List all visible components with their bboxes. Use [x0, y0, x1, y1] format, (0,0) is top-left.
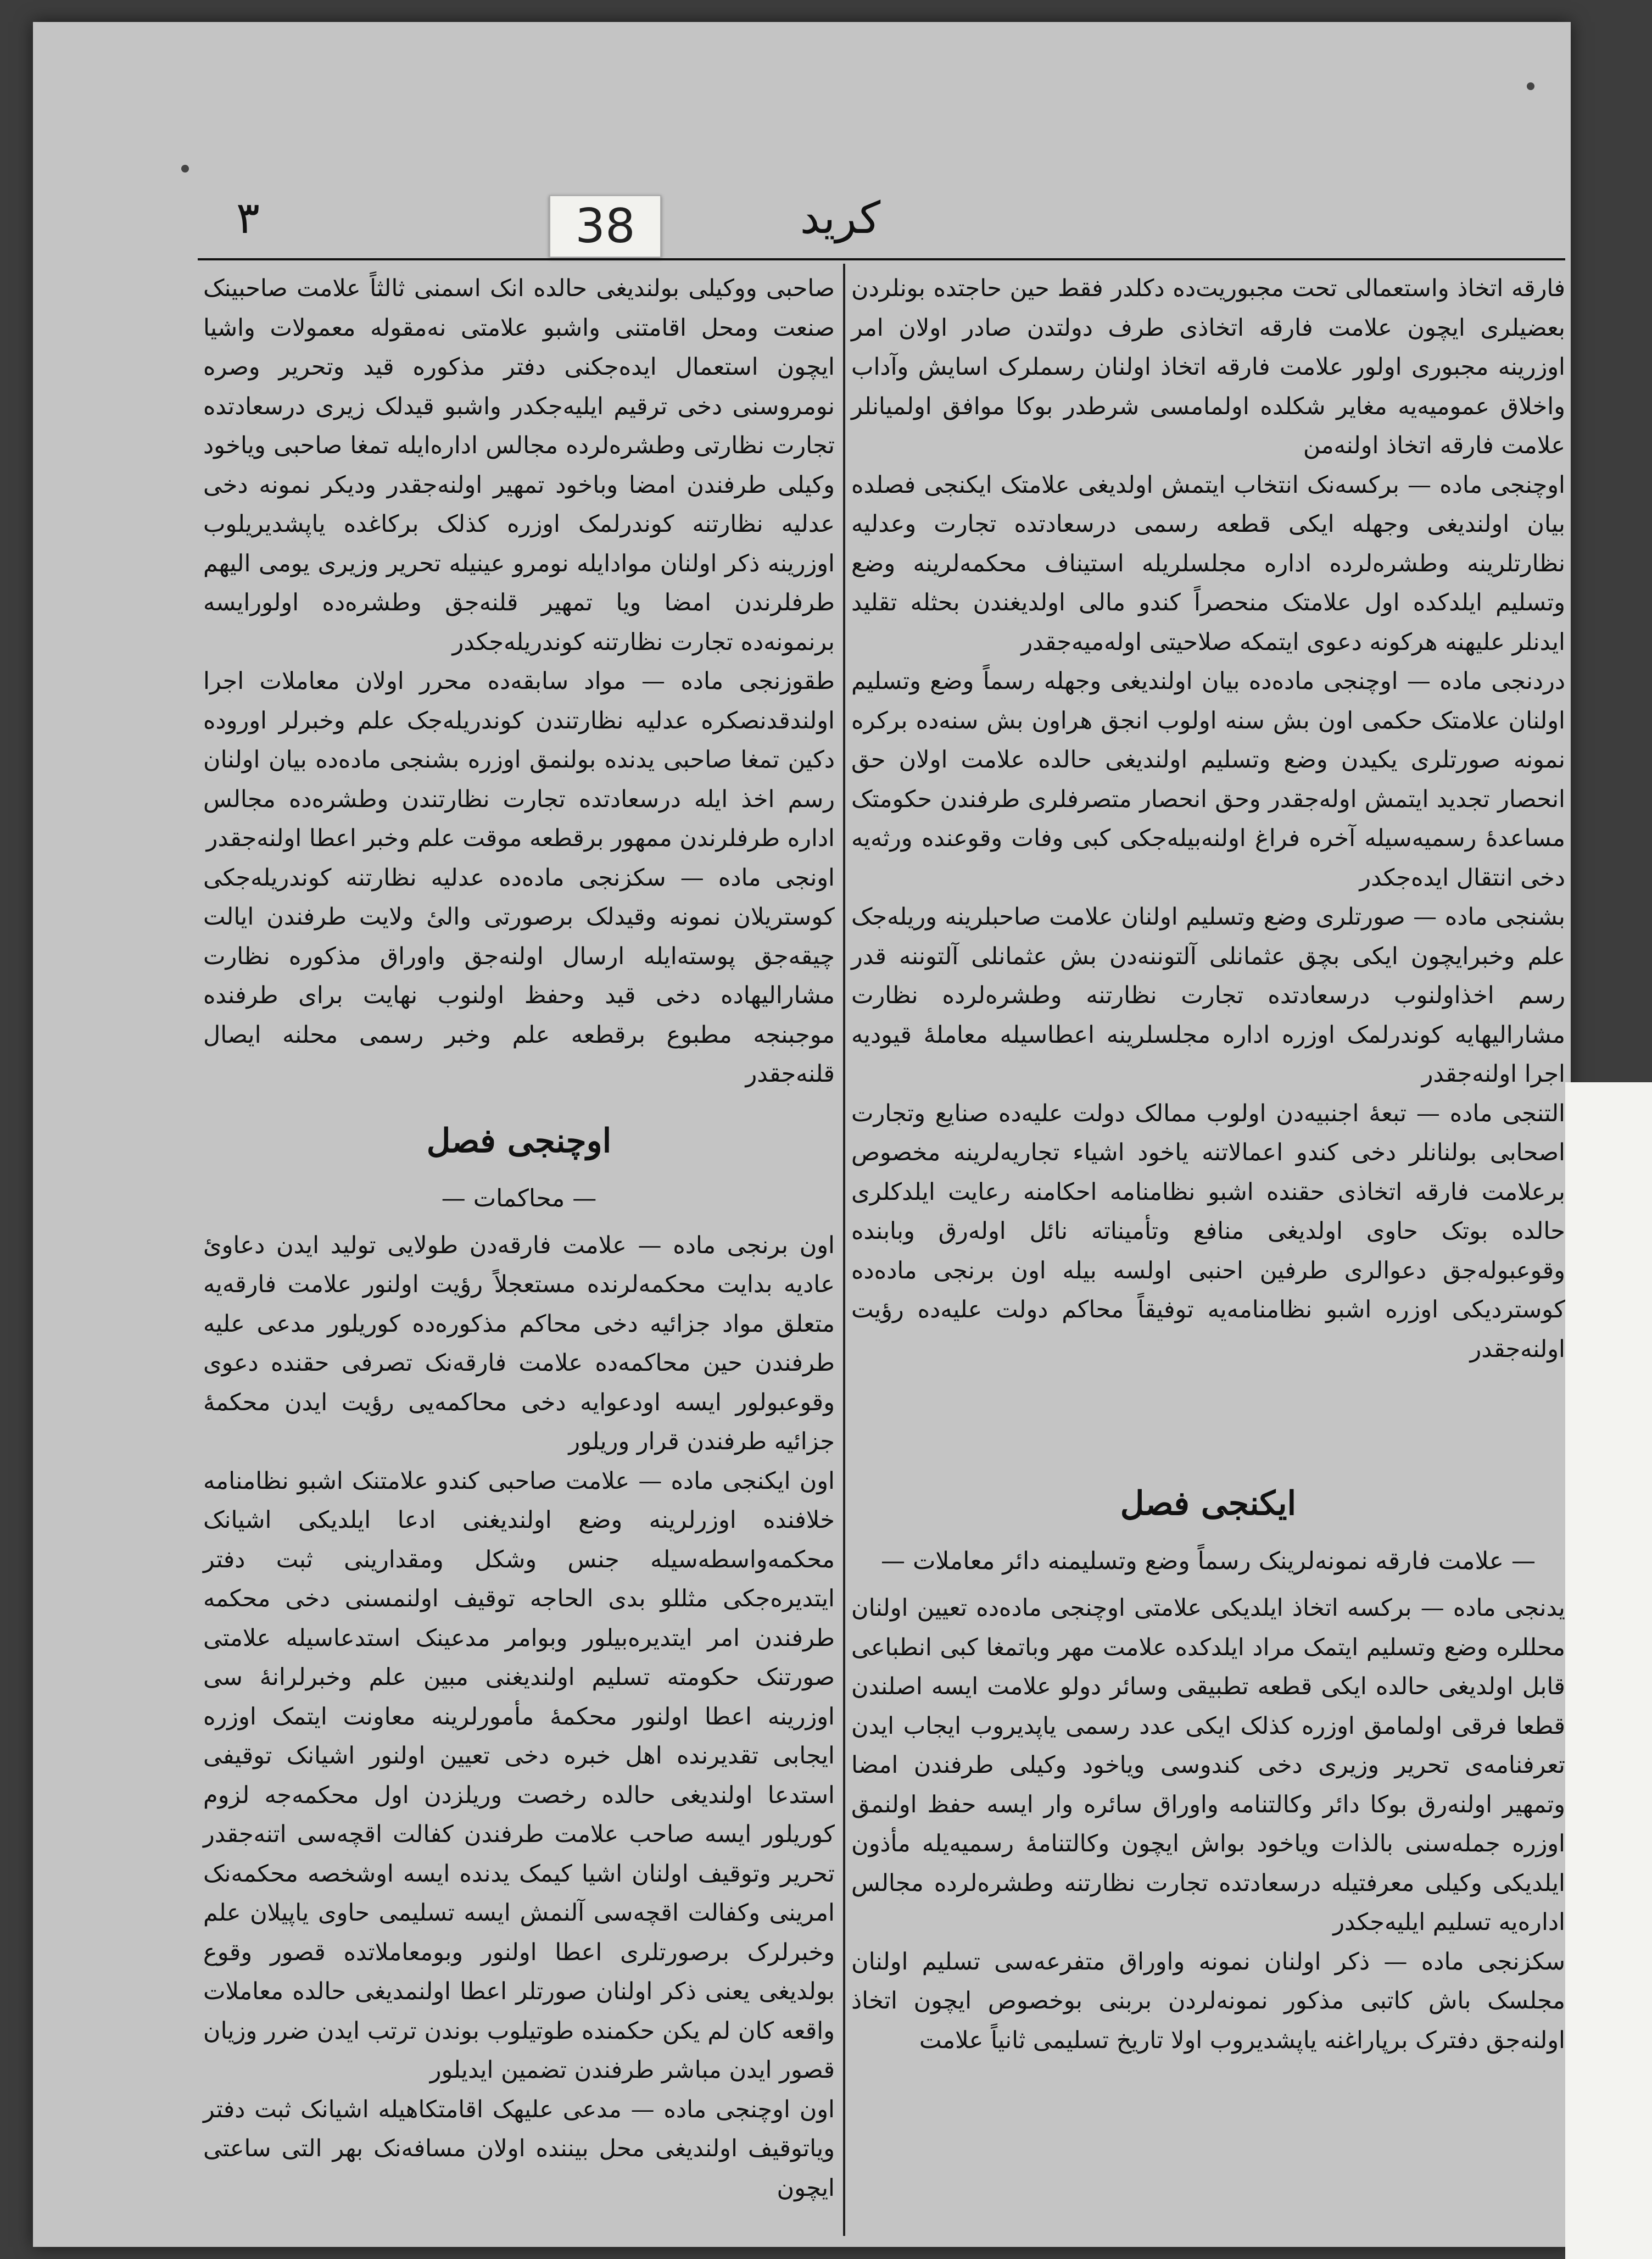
- article-12: اون ایکنجی ماده — علامت صاحبی کندو علامتنک اشبو نظامنامه خلافنده اوزرلرینه وضع اولندیغنی ادعا ایلدیکی اشیانک محکمه‌واسطه‌سیله جنس وشکل ومقدارینی ثبت دفتر ایتدیره‌جکی مثللو بدی الحاجه توقیف اولنمسنی دخی محکمه طرفندن امر ایتدیره‌بیلور وبوامر مدعینک استدعاسیله علامتی صورتنک حکومته تسلیم اولندیغنی مبین علم وخبرلرانهٔ سی اوزرینه اعطا اولنور محکمهٔ مأمورلرینه معاونت ایتمک اوزره ایجابی تقدیرنده اهل خبره دخی تعیین اولنور اشیانک توقیفی استدعا اولندیغی حالده رخصت وریلزدن اول محکمه‌جه لزوم کوریلور ایسه صاحب علامت طرفندن کفالت اقچه‌سی اتنه‌جقدر تحریر وتوقیف اولنان اشیا کیمک یدنده ایسه اوشخصه محکمه‌نک امرینی وکفالت اقچه‌سی آلنمش ایسه تسلیمی حاوی یاپیلان علم وخبرلرک برصورتلری اعطا اولنور وبومعاملاتده قصور وقوع بولدیغی یعنی ذکر اولنان صورتلر اعطا اولنمدیغی حالده معاملات واقعه کان لم یکن حکمنده طوتیلوب بوندن ترتب ایدن ضرر وزیان قصور ایدن مباشر طرفندن تضمین ایدیلور: [203, 1467, 835, 2084]
- article-3: اوچنجی ماده — برکسه‌نک انتخاب ایتمش اولدیغی علامتک ایکنجی فصلده بیان اولندیغی وجهله ایکی قطعه رسمی درسعادتده تجارت وعدلیه نظارتلرینه وطشره‌لرده اداره مجلسلریله استیناف محکمه‌لرینه وضع وتسلیم ایلدکده اول علامتک منحصراً کندو مالی اولدیغندن بحثله تقلید ایدنلر علیهنه هرکونه دعوی ایتمکه صلاحیتی اوله‌میه‌جقدر: [851, 471, 1565, 656]
- archive-tag: 38: [549, 195, 661, 258]
- page-number: ٣: [236, 192, 260, 243]
- section-title: ایکنجی فصل: [1120, 1484, 1297, 1523]
- pin-hole: [181, 165, 189, 173]
- article-8: سکزنجی ماده — ذکر اولنان نمونه واوراق متفرعه‌سی تسلیم اولنان مجلسک باش کاتبی مذکور نمونه‌لردن بربنی بوخصوص ایچون اتخاذ اولنه‌جق دفترک برپاراغنه یاپشدیروب اولا تاریخ تسلیمی ثانیاً علامت: [851, 1948, 1565, 2054]
- article-11: اون برنجی ماده — علامت فارقه‌دن طولایی تولید ایدن دعاویٔ عادیه بدایت محکمه‌لرنده مستعجلاً رؤیت اولنور علامت فارقه‌یه متعلق مواد جزائیه دخی محاکم مذکوره‌ده کوریلور مدعی علیه طرفندن حین محاکمه‌ده علامت فارقه‌نک تصرفی حقنده دعوی وقوعبولور ایسه اودعوایه دخی محاکمه‌یی رؤیت ایدن محکمهٔ جزائیه طرفندن قرار وریلور: [203, 1231, 835, 1455]
- paragraph: فارقه اتخاذ واستعمالی تحت مجبوریت‌ده دکلدر فقط حین حاجتده بونلردن بعضیلری ایچون علامت فارقه اتخاذی طرف دولتدن صادر اولان امر اوزرینه مجبوری اولور علامت فارقه اتخاذ اولنان رسملرک اسایش وآداب واخلاق عمومیه‌یه مغایر شکلده اولمامسی شرطدر بوکا موافق اولمیانلر علامت فارقه اتخاذ اولنه‌من: [851, 275, 1565, 459]
- article-6: التنجی ماده — تبعهٔ اجنبیه‌دن اولوب ممالک دولت علیه‌ده صنایع وتجارت اصحابی بولنانلر دخی کندو اعمالاتنه یاخود اشیاء تجاریه‌لرینه مخصوص برعلامت فارقه اتخاذی حقنده اشبو نظامنامه احکامنه رعایت ایلدکلری حالده بوتک حاوی اولدیغی منافع وتأمیناته نائل اوله‌رق وبابنده وقوعبوله‌جق دعوالری طرفین احنبی اولسه بیله اون برنجی ماده‌ده کوستردیکی اوزره اشبو نظامنامه‌یه توفیقاً محاکم دولت علیه‌ده رؤیت اولنه‌جقدر: [851, 1099, 1565, 1363]
- article-9: طقوزنجی ماده — مواد سابقه‌ده محرر اولان معاملات اجرا اولندقدنصکره عدلیه نظارتندن کوندریله‌جک علم وخبرلر اوروده دکین تمغا صاحبی یدنده بولنمق اوزره بشنجی ماده‌ده بیان اولنان رسم اخذ ایله درسعادتده تجارت نظارتندن وطشره‌ده مجالس اداره طرفلرندن ممهور برقطعه موقت علم وخبر اعطا اولنه‌جقدر: [203, 667, 835, 852]
- right-column: [851, 269, 1565, 2060]
- article-4: دردنجی ماده — اوچنجی ماده‌ده بیان اولندیغی وجهله رسماً وضع وتسلیم اولنان علامتک حکمی اون بش سنه اولوب انجق هراون بش سنه‌ده برکره نمونه صورتلری یکیدن وضع وتسلیم اولندیغی حالده علامت اولان حق انحصار تجدید ایتمش اوله‌جقدر وحق انحصار متصرفلری طرفندن حکومتک مساعدهٔ رسمیه‌سیله آخره فراغ اولنه‌بیله‌جکی کبی وفات وقوعنده ورثه‌یه دخی انتقال ایده‌جکدر: [851, 667, 1565, 892]
- spacer: [851, 1369, 1565, 1457]
- article-7: یدنجی ماده — برکسه اتخاذ ایلدیکی علامتی اوچنجی ماده‌ده تعیین اولنان محللره وضع وتسلیم ایتمک مراد ایلدکده علامت مهر وباتمغا کبی انطباعی قابل اولدیغی حالده ایکی قطعه تطبیقی وسائر دولو علامت ایسه اصلندن قطعا فرقی اولمامق اوزره کذلک ایکی عدد رسمی یاپدیروب ایجاب ایدن تعرفنامه‌ی تحریر وزیری دخی کندوسی ویاخود وکیلی طرفندن امضا وتمهیر اولنه‌رق بوکا دائر وکالتنامه واوراق سائره وار ایسه حفظ اولنمق اوزره جمله‌سنی بالذات ویاخود بواش ایچون وکالتنامهٔ رسمیه‌یله مأذون ایلدیکی وکیلی معرفتیله درسعادتده تجارت نظارتنه وطشره‌لرده مجالس اداره‌یه تسلیم ایلیه‌جکدر: [851, 1594, 1565, 1936]
- pin-hole: [1527, 82, 1534, 90]
- section-subtitle: — محاکمات —: [441, 1184, 597, 1212]
- article-10: اونجی ماده — سکزنجی ماده‌ده عدلیه نظارتنه کوندریله‌جکی کوستریلان نمونه وقیدلک برصورتی والیٔ ولایت طرفندن ایالت چیقه‌جق پوسته‌ایله ارسال اولنه‌جق واوراق مذکوره نظارت مشارالیهاده دخی قید وحفظ اولنوب نهایت برای طرفنده موجبنجه مطبوع برقطعه علم وخبر رسمی محلنه ایصال قلنه‌جقدر: [203, 864, 835, 1088]
- backing-paper-edge: [1565, 1082, 1652, 2259]
- article-13: اون اوچنجی ماده — مدعی علیهک اقامتکاهیله اشیانک ثبت دفتر ویاتوقیف اولندیغی محل بیننده اولان مسافه‌نک بهر التی ساعتی ایچون: [203, 2095, 835, 2202]
- header-rule: [198, 258, 1565, 260]
- left-column: [203, 269, 835, 2208]
- section-subtitle: — علامت فارقه نمونه‌لرینک رسماً وضع وتسلیمنه دائر معاملات —: [881, 1547, 1536, 1575]
- section-title: اوچنجی فصل: [426, 1121, 612, 1160]
- column-divider: [843, 264, 845, 2236]
- paragraph: صاحبی ووکیلی بولندیغی حالده انک اسمنی ثالثاً علامت صاحبینک صنعت ومحل اقامتنی واشبو علامتی نه‌مقوله معمولات واشیا ایچون استعمال ایده‌جکنی دفتر مذکوره قید وتحریر وصره نومروسنی دخی ترقیم ایلیه‌جکدر واشبو قیدلک زیری درسعادتده تجارت نظارتی وطشره‌لرده مجالس اداره‌ایله تمغا صاحبی ویاخود وکیلی طرفندن امضا وباخود تمهیر اولنه‌جقدر ودیکر نمونه دخی عدلیه نظارتنه کوندرلمک اوزره کذلک برکاغده یاپشدیریلوب اوزرینه ذکر اولنان موادایله نومرو عینیله تحریر وزیری یومی الیهم طرفلرندن امضا ویا تمهیر قلنه‌جق وطشره‌ده اولورایسه برنمونه‌ده تجارت نظارتنه کوندریله‌جکدر: [203, 275, 835, 656]
- article-5: بشنجی ماده — صورتلری وضع وتسلیم اولنان علامت صاحبلرینه وریله‌جک علم وخبرایچون ایکی بچق عثمانلی آلتوننه‌دن بش عثمانلی آلتوننه قدر رسم اخذاولنوب درسعادتده تجارت نظارتنه وطشره‌لرده نظارت مشارالیهایه کوندرلمک اوزره اداره مجلسلرینه اعطاسیله معامله‌ٔ قیودیه اجرا اولنه‌جقدر: [851, 903, 1565, 1088]
- newspaper-title: کرید: [800, 192, 881, 243]
